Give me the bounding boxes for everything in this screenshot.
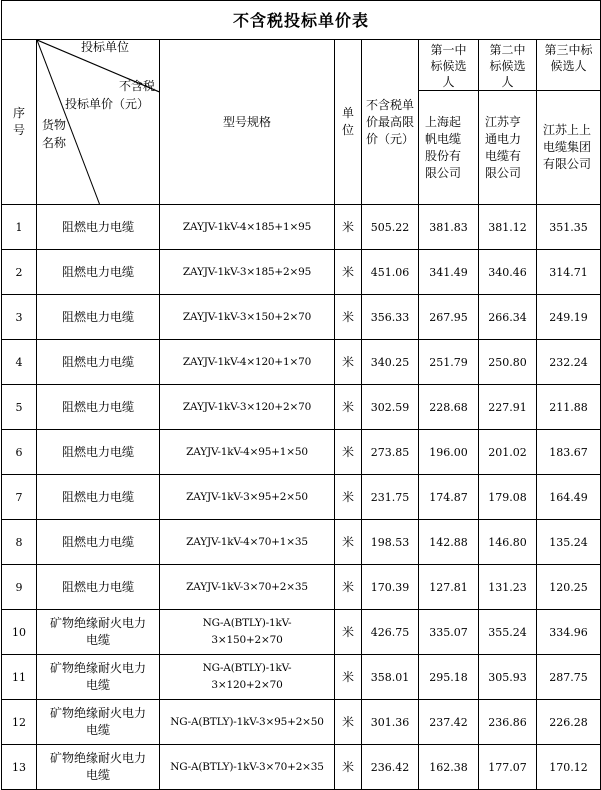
row-number: 3 — [2, 295, 37, 340]
row-max-price: 358.01 — [362, 655, 419, 700]
diag-label-bottom-2: 名称 — [42, 136, 67, 150]
header-model: 型号规格 — [160, 40, 335, 205]
row-max-price: 236.42 — [362, 745, 419, 790]
row-max-price: 170.39 — [362, 565, 419, 610]
row-unit: 米 — [335, 250, 362, 295]
row-candidate-3-price: 334.96 — [537, 610, 601, 655]
row-goods-name: 阻燃电力电缆 — [37, 295, 160, 340]
row-goods-name: 阻燃电力电缆 — [37, 205, 160, 250]
row-candidate-2-price: 250.80 — [479, 340, 537, 385]
row-goods-name: 矿物绝缘耐火电力电缆 — [37, 655, 160, 700]
table-row — [2, 565, 601, 610]
row-number: 7 — [2, 475, 37, 520]
row-candidate-3-price: 135.24 — [537, 520, 601, 565]
row-candidate-1-price: 237.42 — [419, 700, 479, 745]
row-candidate-2-price: 201.02 — [479, 430, 537, 475]
row-candidate-1-price: 381.83 — [419, 205, 479, 250]
row-model-spec: ZAYJV-1kV-4×185+1×95 — [160, 205, 335, 250]
row-candidate-2-price: 266.34 — [479, 295, 537, 340]
diag-label-mid-1: 不含税 — [119, 79, 156, 93]
row-unit: 米 — [335, 430, 362, 475]
row-number: 10 — [2, 610, 37, 655]
row-model-spec: ZAYJV-1kV-4×70+1×35 — [160, 520, 335, 565]
table-title: 不含税投标单价表 — [2, 1, 601, 40]
row-goods-name: 阻燃电力电缆 — [37, 565, 160, 610]
table-row — [2, 250, 601, 295]
row-max-price: 451.06 — [362, 250, 419, 295]
row-model-spec: ZAYJV-1kV-3×150+2×70 — [160, 295, 335, 340]
row-candidate-3-price: 249.19 — [537, 295, 601, 340]
row-model-spec: NG-A(BTLY)-1kV-3×120+2×70 — [160, 655, 335, 700]
row-candidate-2-price: 236.86 — [479, 700, 537, 745]
row-max-price: 198.53 — [362, 520, 419, 565]
table-row — [2, 475, 601, 520]
header-seq: 序号 — [2, 40, 37, 205]
row-candidate-3-price: 226.28 — [537, 700, 601, 745]
row-candidate-3-price: 164.49 — [537, 475, 601, 520]
row-candidate-3-price: 170.12 — [537, 745, 601, 790]
row-candidate-1-price: 295.18 — [419, 655, 479, 700]
row-goods-name: 阻燃电力电缆 — [37, 430, 160, 475]
diag-label-top: 投标单位 — [81, 40, 130, 54]
header-candidate-1-rank: 第一中标候选人 — [419, 40, 479, 91]
price-table — [1, 0, 601, 790]
row-goods-name: 阻燃电力电缆 — [37, 340, 160, 385]
row-candidate-3-price: 314.71 — [537, 250, 601, 295]
table-row — [2, 340, 601, 385]
header-candidate-2-company: 江苏亨通电力电缆有限公司 — [479, 91, 537, 205]
row-number: 11 — [2, 655, 37, 700]
row-candidate-2-price: 355.24 — [479, 610, 537, 655]
header-candidate-2-rank: 第二中标候选人 — [479, 40, 537, 91]
diag-label-bottom-1: 货物 — [42, 118, 67, 132]
row-candidate-1-price: 142.88 — [419, 520, 479, 565]
table-row — [2, 295, 601, 340]
table-row — [2, 700, 601, 745]
table-row — [2, 610, 601, 655]
row-max-price: 426.75 — [362, 610, 419, 655]
header-diagonal-cell — [37, 40, 160, 205]
row-candidate-2-price: 381.12 — [479, 205, 537, 250]
table-row — [2, 205, 601, 250]
row-goods-name: 阻燃电力电缆 — [37, 520, 160, 565]
row-candidate-2-price: 305.93 — [479, 655, 537, 700]
row-model-spec: ZAYJV-1kV-3×120+2×70 — [160, 385, 335, 430]
table-row — [2, 655, 601, 700]
row-number: 12 — [2, 700, 37, 745]
row-candidate-3-price: 232.24 — [537, 340, 601, 385]
row-max-price: 356.33 — [362, 295, 419, 340]
row-number: 2 — [2, 250, 37, 295]
row-unit: 米 — [335, 565, 362, 610]
row-goods-name: 阻燃电力电缆 — [37, 475, 160, 520]
diag-label-mid-2: 投标单价（元） — [65, 97, 150, 111]
table-row — [2, 745, 601, 790]
row-number: 1 — [2, 205, 37, 250]
row-candidate-2-price: 179.08 — [479, 475, 537, 520]
row-model-spec: ZAYJV-1kV-4×120+1×70 — [160, 340, 335, 385]
row-max-price: 302.59 — [362, 385, 419, 430]
header-candidate-3-rank: 第三中标候选人 — [537, 40, 601, 91]
row-candidate-1-price: 228.68 — [419, 385, 479, 430]
row-number: 9 — [2, 565, 37, 610]
row-number: 5 — [2, 385, 37, 430]
row-candidate-1-price: 251.79 — [419, 340, 479, 385]
row-goods-name: 矿物绝缘耐火电力电缆 — [37, 745, 160, 790]
row-candidate-2-price: 131.23 — [479, 565, 537, 610]
row-max-price: 301.36 — [362, 700, 419, 745]
row-model-spec: ZAYJV-1kV-3×185+2×95 — [160, 250, 335, 295]
row-unit: 米 — [335, 340, 362, 385]
header-unit: 单位 — [335, 40, 362, 205]
row-candidate-3-price: 351.35 — [537, 205, 601, 250]
row-unit: 米 — [335, 205, 362, 250]
row-candidate-3-price: 287.75 — [537, 655, 601, 700]
row-model-spec: NG-A(BTLY)-1kV-3×70+2×35 — [160, 745, 335, 790]
row-candidate-1-price: 341.49 — [419, 250, 479, 295]
row-candidate-2-price: 146.80 — [479, 520, 537, 565]
table-row — [2, 430, 601, 475]
row-candidate-3-price: 183.67 — [537, 430, 601, 475]
row-unit: 米 — [335, 475, 362, 520]
row-goods-name: 阻燃电力电缆 — [37, 250, 160, 295]
table-body — [2, 205, 601, 790]
row-number: 8 — [2, 520, 37, 565]
row-number: 6 — [2, 430, 37, 475]
row-unit: 米 — [335, 700, 362, 745]
row-max-price: 273.85 — [362, 430, 419, 475]
row-unit: 米 — [335, 385, 362, 430]
row-model-spec: NG-A(BTLY)-1kV-3×150+2×70 — [160, 610, 335, 655]
header-candidate-3-company: 江苏上上电缆集团有限公司 — [537, 91, 601, 205]
row-candidate-2-price: 177.07 — [479, 745, 537, 790]
row-goods-name: 矿物绝缘耐火电力电缆 — [37, 700, 160, 745]
row-number: 4 — [2, 340, 37, 385]
row-unit: 米 — [335, 745, 362, 790]
header-max-price: 不含税单价最高限价（元） — [362, 40, 419, 205]
row-model-spec: NG-A(BTLY)-1kV-3×95+2×50 — [160, 700, 335, 745]
row-unit: 米 — [335, 655, 362, 700]
header-candidate-1-company: 上海起帆电缆股份有限公司 — [419, 91, 479, 205]
row-candidate-1-price: 174.87 — [419, 475, 479, 520]
row-model-spec: ZAYJV-1kV-3×70+2×35 — [160, 565, 335, 610]
row-unit: 米 — [335, 295, 362, 340]
row-unit: 米 — [335, 520, 362, 565]
row-candidate-1-price: 335.07 — [419, 610, 479, 655]
row-max-price: 340.25 — [362, 340, 419, 385]
row-candidate-3-price: 211.88 — [537, 385, 601, 430]
row-candidate-1-price: 162.38 — [419, 745, 479, 790]
row-candidate-2-price: 340.46 — [479, 250, 537, 295]
row-max-price: 231.75 — [362, 475, 419, 520]
row-candidate-1-price: 127.81 — [419, 565, 479, 610]
table-row — [2, 520, 601, 565]
row-model-spec: ZAYJV-1kV-4×95+1×50 — [160, 430, 335, 475]
row-goods-name: 阻燃电力电缆 — [37, 385, 160, 430]
table-row — [2, 385, 601, 430]
row-model-spec: ZAYJV-1kV-3×95+2×50 — [160, 475, 335, 520]
row-candidate-2-price: 227.91 — [479, 385, 537, 430]
row-unit: 米 — [335, 610, 362, 655]
row-number: 13 — [2, 745, 37, 790]
row-candidate-3-price: 120.25 — [537, 565, 601, 610]
row-goods-name: 矿物绝缘耐火电力电缆 — [37, 610, 160, 655]
row-candidate-1-price: 196.00 — [419, 430, 479, 475]
row-candidate-1-price: 267.95 — [419, 295, 479, 340]
row-max-price: 505.22 — [362, 205, 419, 250]
